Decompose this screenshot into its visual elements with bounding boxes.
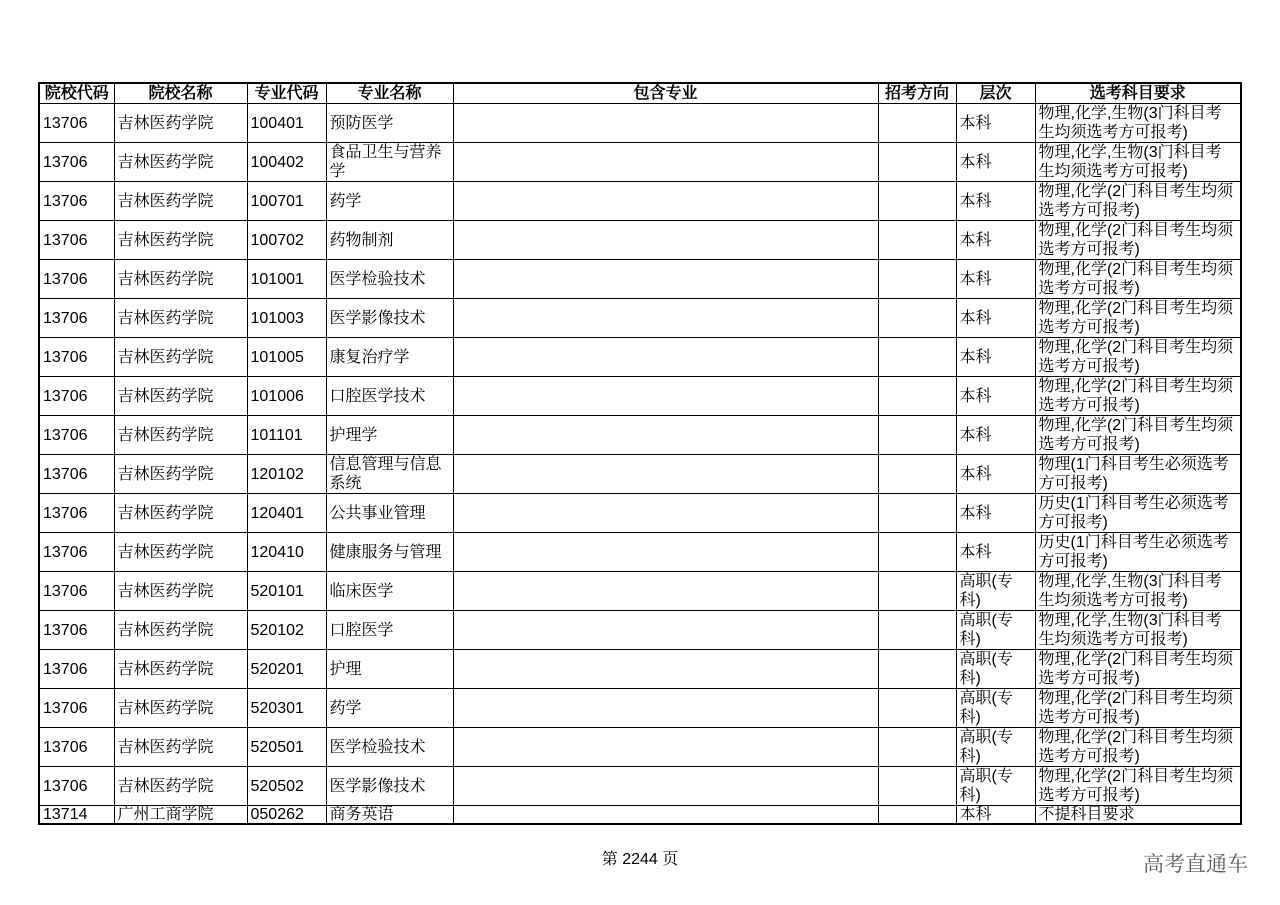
- direction-cell: [878, 182, 956, 221]
- direction-cell: [878, 650, 956, 689]
- direction-cell: [878, 104, 956, 143]
- school-code-cell: 13706: [39, 494, 114, 533]
- page-number: 第 2244 页: [601, 851, 679, 868]
- school-name-cell: 吉林医药学院: [114, 377, 247, 416]
- requirement-cell: 历史(1门科目考生必须选考方可报考): [1035, 533, 1241, 572]
- major-code-cell: 100701: [247, 182, 326, 221]
- requirement-cell: 物理(1门科目考生必须选考方可报考): [1035, 455, 1241, 494]
- major-code-cell: 520301: [247, 689, 326, 728]
- direction-cell: [878, 143, 956, 182]
- school-name-cell: 吉林医药学院: [114, 221, 247, 260]
- major-code-cell: 100402: [247, 143, 326, 182]
- school-name-cell: 吉林医药学院: [114, 533, 247, 572]
- included-majors-cell: [453, 572, 878, 611]
- table-row: [39, 650, 1241, 689]
- level-cell: 本科: [956, 533, 1035, 572]
- table-row: [39, 572, 1241, 611]
- school-name-cell: 吉林医药学院: [114, 182, 247, 221]
- requirement-cell: 物理,化学,生物(3门科目考生均须选考方可报考): [1035, 143, 1241, 182]
- school-code-cell: 13706: [39, 377, 114, 416]
- requirement-cell: 物理,化学(2门科目考生均须选考方可报考): [1035, 338, 1241, 377]
- school-name-cell: 吉林医药学院: [114, 650, 247, 689]
- direction-cell: [878, 689, 956, 728]
- table-row: [39, 689, 1241, 728]
- level-cell: 本科: [956, 494, 1035, 533]
- level-cell: 本科: [956, 455, 1035, 494]
- included-majors-cell: [453, 533, 878, 572]
- direction-cell: [878, 455, 956, 494]
- table-header-row: [39, 83, 1241, 104]
- requirement-cell: 物理,化学,生物(3门科目考生均须选考方可报考): [1035, 104, 1241, 143]
- header-major-code: 专业代码: [247, 83, 326, 104]
- level-cell: 本科: [956, 806, 1035, 825]
- requirement-cell: 物理,化学(2门科目考生均须选考方可报考): [1035, 221, 1241, 260]
- level-cell: 高职(专科): [956, 767, 1035, 806]
- table-row: [39, 338, 1241, 377]
- major-code-cell: 520201: [247, 650, 326, 689]
- included-majors-cell: [453, 104, 878, 143]
- school-code-cell: 13706: [39, 338, 114, 377]
- included-majors-cell: [453, 494, 878, 533]
- school-code-cell: 13706: [39, 455, 114, 494]
- table-row: [39, 182, 1241, 221]
- included-majors-cell: [453, 221, 878, 260]
- requirement-cell: 物理,化学(2门科目考生均须选考方可报考): [1035, 260, 1241, 299]
- direction-cell: [878, 416, 956, 455]
- table-row: [39, 494, 1241, 533]
- major-name-cell: 护理: [326, 650, 453, 689]
- header-school-name: 院校名称: [114, 83, 247, 104]
- major-name-cell: 护理学: [326, 416, 453, 455]
- school-code-cell: 13706: [39, 611, 114, 650]
- level-cell: 高职(专科): [956, 728, 1035, 767]
- major-name-cell: 药物制剂: [326, 221, 453, 260]
- major-name-cell: 康复治疗学: [326, 338, 453, 377]
- requirement-cell: 物理,化学(2门科目考生均须选考方可报考): [1035, 377, 1241, 416]
- level-cell: 本科: [956, 260, 1035, 299]
- direction-cell: [878, 728, 956, 767]
- requirement-cell: 物理,化学(2门科目考生均须选考方可报考): [1035, 689, 1241, 728]
- table-row: [39, 143, 1241, 182]
- table-row: [39, 455, 1241, 494]
- direction-cell: [878, 572, 956, 611]
- school-name-cell: 吉林医药学院: [114, 260, 247, 299]
- major-name-cell: 预防医学: [326, 104, 453, 143]
- requirement-cell: 物理,化学(2门科目考生均须选考方可报考): [1035, 728, 1241, 767]
- direction-cell: [878, 767, 956, 806]
- school-name-cell: 吉林医药学院: [114, 611, 247, 650]
- major-name-cell: 公共事业管理: [326, 494, 453, 533]
- school-code-cell: 13706: [39, 533, 114, 572]
- school-name-cell: 吉林医药学院: [114, 689, 247, 728]
- requirement-cell: 物理,化学(2门科目考生均须选考方可报考): [1035, 416, 1241, 455]
- school-code-cell: 13706: [39, 182, 114, 221]
- table-row: [39, 416, 1241, 455]
- major-code-cell: 050262: [247, 806, 326, 825]
- direction-cell: [878, 533, 956, 572]
- major-name-cell: 食品卫生与营养学: [326, 143, 453, 182]
- level-cell: 本科: [956, 221, 1035, 260]
- level-cell: 本科: [956, 299, 1035, 338]
- school-name-cell: 吉林医药学院: [114, 494, 247, 533]
- requirement-cell: 物理,化学,生物(3门科目考生均须选考方可报考): [1035, 572, 1241, 611]
- watermark: 高考直通车: [1143, 853, 1248, 876]
- requirement-cell: 不提科目要求: [1035, 806, 1241, 825]
- requirement-cell: 物理,化学(2门科目考生均须选考方可报考): [1035, 767, 1241, 806]
- school-name-cell: 吉林医药学院: [114, 143, 247, 182]
- header-requirement: 选考科目要求: [1035, 83, 1241, 104]
- major-code-cell: 120401: [247, 494, 326, 533]
- major-name-cell: 商务英语: [326, 806, 453, 825]
- included-majors-cell: [453, 182, 878, 221]
- level-cell: 高职(专科): [956, 611, 1035, 650]
- school-code-cell: 13706: [39, 689, 114, 728]
- major-code-cell: 101003: [247, 299, 326, 338]
- requirement-cell: 物理,化学(2门科目考生均须选考方可报考): [1035, 299, 1241, 338]
- school-name-cell: 吉林医药学院: [114, 767, 247, 806]
- major-code-cell: 101101: [247, 416, 326, 455]
- level-cell: 本科: [956, 377, 1035, 416]
- table-row: [39, 299, 1241, 338]
- major-name-cell: 药学: [326, 689, 453, 728]
- included-majors-cell: [453, 416, 878, 455]
- included-majors-cell: [453, 143, 878, 182]
- included-majors-cell: [453, 377, 878, 416]
- major-code-cell: 100702: [247, 221, 326, 260]
- major-name-cell: 药学: [326, 182, 453, 221]
- requirement-cell: 物理,化学,生物(3门科目考生均须选考方可报考): [1035, 611, 1241, 650]
- table-row: [39, 377, 1241, 416]
- school-name-cell: 吉林医药学院: [114, 455, 247, 494]
- table-row: [39, 533, 1241, 572]
- major-name-cell: 健康服务与管理: [326, 533, 453, 572]
- school-code-cell: 13706: [39, 767, 114, 806]
- school-code-cell: 13706: [39, 104, 114, 143]
- direction-cell: [878, 494, 956, 533]
- table-row: [39, 221, 1241, 260]
- major-name-cell: 医学影像技术: [326, 767, 453, 806]
- major-name-cell: 口腔医学: [326, 611, 453, 650]
- table-row: [39, 260, 1241, 299]
- admissions-table: [38, 82, 1242, 825]
- included-majors-cell: [453, 299, 878, 338]
- level-cell: 本科: [956, 143, 1035, 182]
- table-row: [39, 767, 1241, 806]
- level-cell: 高职(专科): [956, 689, 1035, 728]
- header-major-name: 专业名称: [326, 83, 453, 104]
- table-row: [39, 728, 1241, 767]
- major-code-cell: 520502: [247, 767, 326, 806]
- school-code-cell: 13706: [39, 143, 114, 182]
- direction-cell: [878, 338, 956, 377]
- level-cell: 高职(专科): [956, 572, 1035, 611]
- included-majors-cell: [453, 338, 878, 377]
- school-code-cell: 13706: [39, 221, 114, 260]
- header-level: 层次: [956, 83, 1035, 104]
- direction-cell: [878, 221, 956, 260]
- included-majors-cell: [453, 767, 878, 806]
- major-code-cell: 101001: [247, 260, 326, 299]
- school-name-cell: 吉林医药学院: [114, 728, 247, 767]
- school-code-cell: 13706: [39, 728, 114, 767]
- school-name-cell: 吉林医药学院: [114, 299, 247, 338]
- level-cell: 本科: [956, 416, 1035, 455]
- level-cell: 本科: [956, 182, 1035, 221]
- included-majors-cell: [453, 689, 878, 728]
- requirement-cell: 物理,化学(2门科目考生均须选考方可报考): [1035, 182, 1241, 221]
- direction-cell: [878, 806, 956, 825]
- school-code-cell: 13706: [39, 260, 114, 299]
- level-cell: 本科: [956, 338, 1035, 377]
- school-name-cell: 吉林医药学院: [114, 104, 247, 143]
- table-row: [39, 611, 1241, 650]
- included-majors-cell: [453, 806, 878, 825]
- header-included-majors: 包含专业: [453, 83, 878, 104]
- major-name-cell: 医学检验技术: [326, 260, 453, 299]
- school-code-cell: 13706: [39, 416, 114, 455]
- table-row: [39, 104, 1241, 143]
- header-school-code: 院校代码: [39, 83, 114, 104]
- included-majors-cell: [453, 611, 878, 650]
- school-name-cell: 广州工商学院: [114, 806, 247, 825]
- major-name-cell: 医学检验技术: [326, 728, 453, 767]
- level-cell: 本科: [956, 104, 1035, 143]
- included-majors-cell: [453, 728, 878, 767]
- included-majors-cell: [453, 455, 878, 494]
- requirement-cell: 历史(1门科目考生必须选考方可报考): [1035, 494, 1241, 533]
- major-name-cell: 医学影像技术: [326, 299, 453, 338]
- school-code-cell: 13706: [39, 572, 114, 611]
- major-name-cell: 口腔医学技术: [326, 377, 453, 416]
- major-code-cell: 101006: [247, 377, 326, 416]
- school-code-cell: 13706: [39, 299, 114, 338]
- school-name-cell: 吉林医药学院: [114, 416, 247, 455]
- school-code-cell: 13706: [39, 650, 114, 689]
- direction-cell: [878, 299, 956, 338]
- level-cell: 高职(专科): [956, 650, 1035, 689]
- school-name-cell: 吉林医药学院: [114, 338, 247, 377]
- school-name-cell: 吉林医药学院: [114, 572, 247, 611]
- major-code-cell: 520501: [247, 728, 326, 767]
- major-code-cell: 120410: [247, 533, 326, 572]
- direction-cell: [878, 377, 956, 416]
- major-code-cell: 520101: [247, 572, 326, 611]
- included-majors-cell: [453, 650, 878, 689]
- requirement-cell: 物理,化学(2门科目考生均须选考方可报考): [1035, 650, 1241, 689]
- major-code-cell: 100401: [247, 104, 326, 143]
- major-name-cell: 信息管理与信息系统: [326, 455, 453, 494]
- school-code-cell: 13714: [39, 806, 114, 825]
- included-majors-cell: [453, 260, 878, 299]
- major-code-cell: 520102: [247, 611, 326, 650]
- major-name-cell: 临床医学: [326, 572, 453, 611]
- direction-cell: [878, 260, 956, 299]
- table-row: [39, 806, 1241, 825]
- major-code-cell: 101005: [247, 338, 326, 377]
- direction-cell: [878, 611, 956, 650]
- header-direction: 招考方向: [878, 83, 956, 104]
- major-code-cell: 120102: [247, 455, 326, 494]
